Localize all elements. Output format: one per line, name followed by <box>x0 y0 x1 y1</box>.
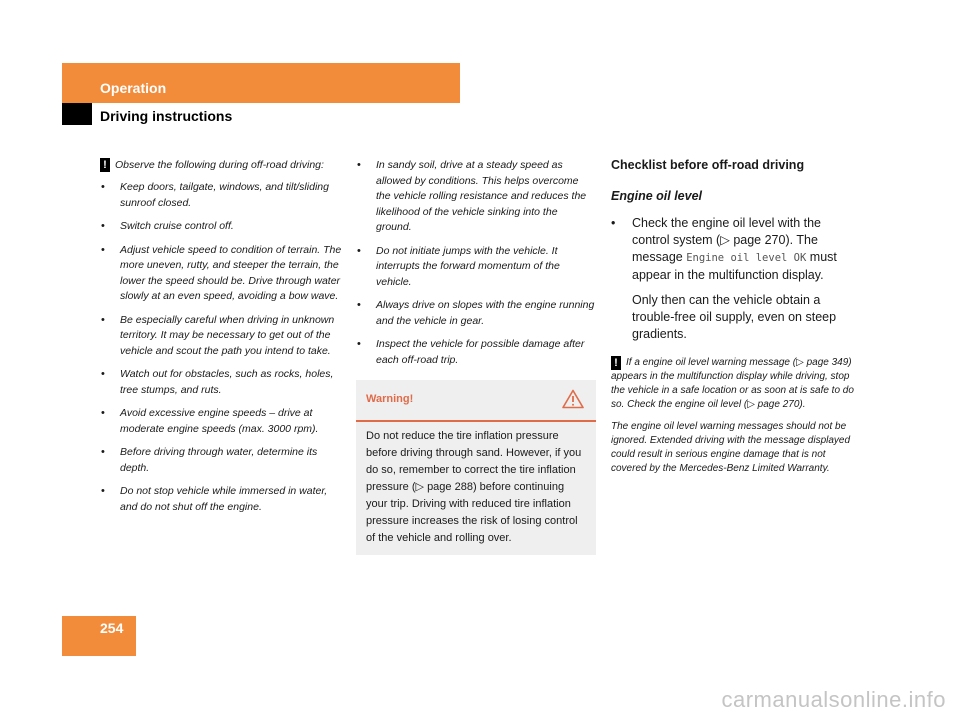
watermark: carmanualsonline.info <box>721 687 946 712</box>
list-item-text: Inspect the vehicle for possible damage after each off-road trip. <box>376 338 585 366</box>
page-reference[interactable]: page 349 <box>806 357 849 368</box>
list-item-text: Always drive on slopes with the engine running and the vehicle in gear. <box>376 299 595 327</box>
page-reference[interactable]: page 270 <box>757 399 800 410</box>
column-checklist <box>611 158 857 484</box>
notice-lead <box>100 158 342 172</box>
section-marker <box>62 103 92 125</box>
notice-lead-text: Observe the following during off-road driving: <box>115 159 324 171</box>
list-item-text: Adjust vehicle speed to condition of terrain. The more uneven, rutty, and steeper the terrain, the lower the speed should be. Drive through water slowly at an even speed, avoiding a bow wave. <box>120 243 342 302</box>
list-item <box>100 406 342 437</box>
engine-oil-heading: Engine oil level <box>611 189 702 203</box>
warning-title: Warning! <box>366 393 414 405</box>
list-item-text: Do not stop vehicle while immersed in water, and do not shut off the engine. <box>120 485 328 513</box>
bullet-icon: • <box>357 244 361 257</box>
oil-warning-note <box>611 356 857 476</box>
bullet-icon: • <box>357 299 361 311</box>
list-item-text: Watch out for obstacles, such as rocks, holes, tree stumps, and ruts. <box>120 368 334 396</box>
list-item <box>100 313 342 360</box>
warning-box <box>356 380 596 555</box>
page-number: 254 <box>100 620 124 636</box>
list-item <box>100 219 342 235</box>
page-ref-arrow-icon: ▷ <box>720 233 730 247</box>
check-oil-paragraph <box>632 215 857 284</box>
note-paragraph <box>611 356 857 412</box>
checklist-heading: Checklist before off-road driving <box>611 158 805 172</box>
page-ref-arrow-icon: ▷ <box>796 357 804 368</box>
list-item <box>356 158 596 236</box>
list-item-text: Switch cruise control off. <box>120 220 234 232</box>
warning-text <box>356 422 596 555</box>
warning-text-part: Do not reduce the tire inflation pressure before driving through sand. However, if you do so, remember to correct the tire inflation pressure ( <box>366 430 582 493</box>
warning-header <box>356 380 596 422</box>
bullet-icon: • <box>101 485 105 497</box>
list-item-text: Keep doors, tailgate, windows, and tilt/sliding sunroof closed. <box>120 181 329 209</box>
list-item-text: In sandy soil, drive at a steady speed as allowed by conditions. This helps overcome the vehicle rolling resistance and reduces the likelihood of the vehicle sinking into the ground. <box>376 159 587 233</box>
oil-supply-paragraph: Only then can the vehicle obtain a trouble-free oil supply, even on steep gradients. <box>632 293 837 341</box>
subsection-title: Driving instructions <box>100 108 233 124</box>
exclamation-icon: ! <box>611 356 621 370</box>
list-item-text: Be especially careful when driving in unknown territory. It may be necessary to get out of the vehicle and scout the path you intend to take. <box>120 313 335 357</box>
bullet-icon: • <box>101 313 105 326</box>
bullet-icon: • <box>101 407 105 419</box>
text-part: ). The message <box>632 233 818 264</box>
exclamation-icon: ! <box>100 158 110 172</box>
text-part: If a engine oil level warning message ( <box>626 357 797 368</box>
page-reference[interactable]: page 270 <box>733 233 786 247</box>
list-item <box>100 484 342 515</box>
list-item-text: Do not initiate jumps with the vehicle. It interrupts the forward momentum of the vehicle. <box>376 244 560 288</box>
warning-text-part: ) before continuing your trip. Driving with reduced tire inflation pressure increases the risk of losing control of the vehicle and rolling over. <box>366 481 578 544</box>
text-part: Check the engine oil level with the control system ( <box>632 216 822 247</box>
text-part: ). <box>799 399 806 410</box>
note-paragraph: The engine oil level warning messages should not be ignored. Extended driving with the message displayed could result in serious engine damage that is not covered by the Mercedes-Benz Limited Warranty. <box>611 421 851 474</box>
bullet-icon: • <box>101 181 105 193</box>
page-reference[interactable]: page 288 <box>427 481 473 493</box>
list-item <box>100 445 342 476</box>
list-item <box>100 367 342 398</box>
list-item <box>611 215 857 343</box>
display-message: Engine oil level OK <box>686 252 807 264</box>
list-item <box>100 243 342 305</box>
page-number-tab <box>62 616 136 656</box>
list-item <box>356 337 596 368</box>
bullet-icon: • <box>101 220 105 232</box>
page-ref-arrow-icon: ▷ <box>415 481 424 493</box>
list-item-text: Before driving through water, determine its depth. <box>120 446 318 474</box>
bullet-icon: • <box>357 338 361 350</box>
list-item <box>356 298 596 329</box>
checklist-list <box>611 215 857 343</box>
bullet-icon: • <box>101 446 105 458</box>
precaution-list-continued <box>356 158 596 368</box>
column-offroad-continued <box>356 158 596 555</box>
bullet-icon: • <box>101 368 105 380</box>
precaution-list <box>100 180 342 515</box>
text-part: must appear in the multifunction display. <box>632 250 837 282</box>
bullet-icon: • <box>357 159 361 171</box>
text-part: ) appears in the multifunction display while driving, stop the vehicle in a safe location or as soon at is safe to do so. Check the engine oil level ( <box>611 357 854 410</box>
section-title: Operation <box>100 80 167 96</box>
warning-triangle-icon <box>562 389 584 409</box>
page-ref-arrow-icon: ▷ <box>747 399 755 410</box>
column-offroad-precautions <box>100 158 342 523</box>
bullet-icon: • <box>101 243 105 256</box>
list-item-text: Avoid excessive engine speeds – drive at moderate engine speeds (max. 3000 rpm). <box>120 407 319 435</box>
bullet-icon: • <box>611 216 616 230</box>
list-item <box>356 244 596 291</box>
list-item <box>100 180 342 211</box>
